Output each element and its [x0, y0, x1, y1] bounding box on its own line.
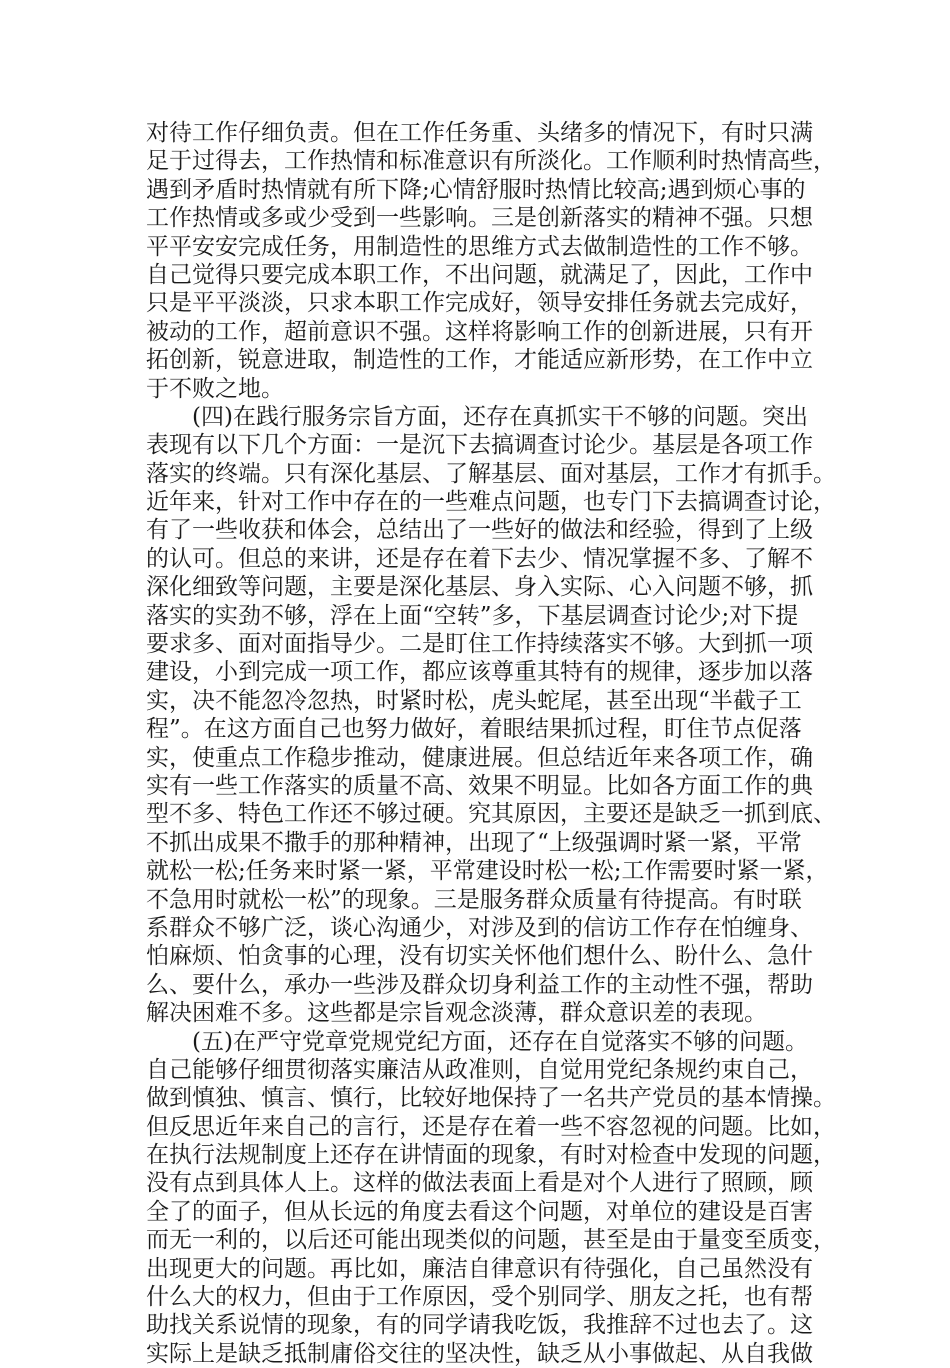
text-line: 表现有以下几个方面：一是沉下去搞调查讨论少。基层是各项工作 — [146, 432, 813, 459]
text-line: 落实的终端。只有深化基层、了解基层、面对基层，工作才有抓手。 — [146, 460, 836, 487]
text-line: 实，使重点工作稳步推动，健康进展。但总结近年来各项工作，确 — [146, 744, 813, 771]
text-line: 拓创新，锐意进取，制造性的工作，才能适应新形势，在工作中立 — [146, 347, 813, 374]
text-line: 被动的工作，超前意识不强。这样将影响工作的创新进展，只有开 — [146, 318, 813, 345]
text-line: 全了的面子，但从长远的角度去看这个问题，对单位的建设是百害 — [146, 1198, 813, 1225]
text-line: 但反思近年来自己的言行，还是存在着一些不容忽视的问题。比如， — [146, 1113, 836, 1140]
text-line: 只是平平淡淡，只求本职工作完成好，领导安排任务就去完成好， — [146, 290, 813, 317]
text-line: 近年来，针对工作中存在的一些难点问题，也专门下去搞调查讨论， — [146, 489, 836, 516]
text-line: 出现更大的问题。再比如，廉洁自律意识有待强化，自己虽然没有 — [146, 1255, 813, 1282]
text-line: 对待工作仔细负责。但在工作任务重、头绪多的情况下，有时只满 — [146, 120, 813, 146]
text-line: 在执行法规制度上还存在讲情面的现象，有时对检查中发现的问题， — [146, 1142, 836, 1169]
document-body — [146, 119, 836, 1368]
text-line: 就松一松;任务来时紧一紧，平常建设时松一松;工作需要时紧一紧， — [146, 858, 829, 885]
text-line: 而无一利的，以后还可能出现类似的问题，甚至是由于量变至质变， — [146, 1227, 836, 1254]
text-line: 不急用时就松一松”的现象。三是服务群众质量有待提高。有时联 — [146, 886, 802, 913]
text-line: 建设，小到完成一项工作，都应该尊重其特有的规律，逐步加以落 — [146, 659, 813, 686]
text-line: 助找关系说情的现象，有的同学请我吃饭，我推辞不过也去了。这 — [146, 1312, 813, 1339]
text-line: 怕麻烦、怕贪事的心理，没有切实关怀他们想什么、盼什么、急什 — [146, 943, 813, 970]
text-line: 做到慎独、慎言、慎行，比较好地保持了一名共产党员的基本情操。 — [146, 1085, 836, 1112]
paragraph-5-heading-line: (五)在严守党章党规党纪方面，还存在自觉落实不够的问题。 — [192, 1028, 808, 1055]
text-line: 系群众不够广泛，谈心沟通少，对涉及到的信访工作存在怕缠身、 — [146, 914, 813, 941]
text-line: 实有一些工作落实的质量不高、效果不明显。比如各方面工作的典 — [146, 772, 813, 799]
text-line: 遇到矛盾时热情就有所下降;心情舒服时热情比较高;遇到烦心事的 — [146, 176, 806, 203]
text-line: 解决困难不多。这些都是宗旨观念淡薄，群众意识差的表现。 — [146, 1000, 767, 1027]
text-line: 实，决不能忽冷忽热，时紧时松，虎头蛇尾，甚至出现“半截子工 — [146, 687, 802, 714]
text-line: 型不多、特色工作还不够过硬。究其原因，主要还是缺乏一抓到底、 — [146, 801, 836, 828]
text-line: 要求多、面对面指导少。二是盯住工作持续落实不够。大到抓一项 — [146, 631, 813, 658]
text-line: 程”。在这方面自己也努力做好，着眼结果抓过程，盯住节点促落 — [146, 716, 802, 743]
text-line: 实际上是缺乏抵制庸俗交往的坚决性，缺乏从小事做起、从自我做 — [146, 1340, 813, 1367]
text-line: 自己觉得只要完成本职工作，不出问题，就满足了，因此，工作中 — [146, 261, 813, 288]
text-line: 深化细致等问题，主要是深化基层、身入实际、心入问题不够，抓 — [146, 574, 813, 601]
text-line: 平平安安完成任务，用制造性的思维方式去做制造性的工作不够。 — [146, 233, 813, 260]
text-line: 落实的实劲不够，浮在上面“空转”多，下基层调查讨论少;对下提 — [146, 602, 799, 629]
text-line: 没有点到具体人上。这样的做法表面上看是对个人进行了照顾，顾 — [146, 1170, 813, 1197]
text-line: 工作热情或多或少受到一些影响。三是创新落实的精神不强。只想 — [146, 205, 813, 232]
text-line: 有了一些收获和体会，总结出了一些好的做法和经验，得到了上级 — [146, 517, 813, 544]
text-line: 自己能够仔细贯彻落实廉洁从政准则，自觉用党纪条规约束自己， — [146, 1056, 813, 1083]
text-line: 足于过得去，工作热情和标准意识有所淡化。工作顺利时热情高些， — [146, 148, 836, 175]
text-line: 的认可。但总的来讲，还是存在着下去少、情况掌握不多、了解不 — [146, 545, 813, 572]
paragraph-4-heading-line: (四)在践行服务宗旨方面，还存在真抓实干不够的问题。突出 — [192, 403, 808, 430]
text-line: 么、要什么，承办一些涉及群众切身利益工作的主动性不强，帮助 — [146, 971, 813, 998]
text-line: 不抓出成果不撒手的那种精神，出现了“上级强调时紧一紧，平常 — [146, 829, 802, 856]
text-line: 于不败之地。 — [146, 375, 284, 402]
text-line: 什么大的权力，但由于工作原因，受个别同学、朋友之托，也有帮 — [146, 1284, 813, 1311]
